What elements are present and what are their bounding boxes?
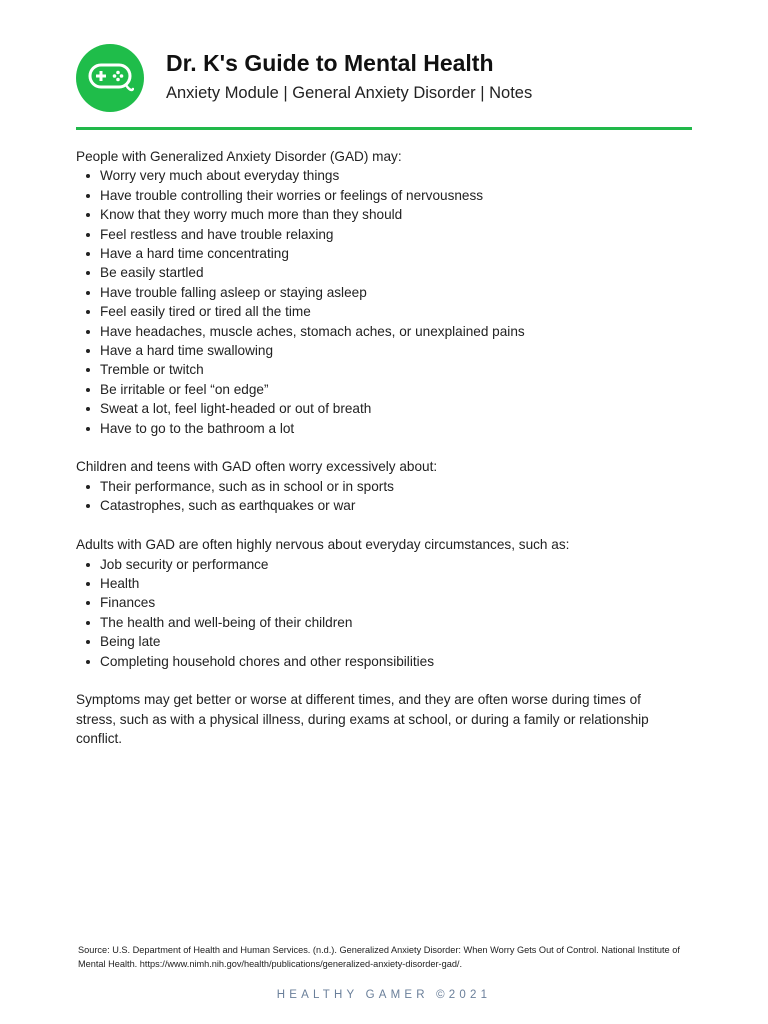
header-divider — [76, 127, 692, 130]
list-item: Have trouble controlling their worries or feelings of nervousness — [76, 186, 692, 205]
document-body — [76, 147, 692, 749]
list-item: Have headaches, muscle aches, stomach aches, or unexplained pains — [76, 322, 692, 341]
adult-worries-list — [76, 555, 692, 671]
symptoms-list — [76, 166, 692, 438]
list-item: Catastrophes, such as earthquakes or war — [76, 496, 692, 515]
list-item: Their performance, such as in school or in sports — [76, 477, 692, 496]
list-item: Know that they worry much more than they should — [76, 205, 692, 224]
list-item: Have to go to the bathroom a lot — [76, 419, 692, 438]
document-title: Dr. K's Guide to Mental Health — [166, 50, 494, 76]
document-header — [76, 44, 692, 114]
section-intro-children: Children and teens with GAD often worry excessively about: — [76, 459, 438, 475]
section-intro-symptoms: People with Generalized Anxiety Disorder (GAD) may: — [76, 149, 402, 164]
list-item: Job security or performance — [76, 555, 692, 574]
list-item: Completing household chores and other responsibilities — [76, 652, 692, 671]
list-item: Have a hard time swallowing — [76, 341, 692, 360]
footer-brand: HEALTHY GAMER ©2021 — [276, 989, 492, 1001]
list-item: Sweat a lot, feel light-headed or out of breath — [76, 399, 692, 418]
list-item: Health — [76, 574, 692, 593]
list-item: Worry very much about everyday things — [76, 166, 692, 185]
document-subtitle: Anxiety Module | General Anxiety Disorder | Notes — [166, 84, 533, 102]
section-intro-adults: Adults with GAD are often highly nervous about everyday circumstances, such as: — [76, 537, 570, 553]
gamepad-icon — [76, 44, 144, 112]
closing-paragraph: Symptoms may get better or worse at different times, and they are often worse during times of stress, such as with a physical illness, during exams at school, or during a family or relationship conflict. — [76, 692, 649, 747]
list-item: Be easily startled — [76, 263, 692, 282]
list-item: Have trouble falling asleep or staying asleep — [76, 283, 692, 302]
source-citation: Source: U.S. Department of Health and Human Services. (n.d.). Generalized Anxiety Disorder: When Worry Gets Out of Control. National Institute of Mental Health. https://www.nimh.nih.gov/health/publications/generalized-anxiety-disorder-gad/. — [78, 945, 680, 969]
list-item: Feel easily tired or tired all the time — [76, 302, 692, 321]
list-item: Feel restless and have trouble relaxing — [76, 225, 692, 244]
list-item: The health and well-being of their children — [76, 613, 692, 632]
list-item: Have a hard time concentrating — [76, 244, 692, 263]
list-item: Be irritable or feel “on edge” — [76, 380, 692, 399]
list-item: Tremble or twitch — [76, 360, 692, 379]
list-item: Being late — [76, 632, 692, 651]
children-worries-list — [76, 477, 692, 516]
list-item: Finances — [76, 593, 692, 612]
